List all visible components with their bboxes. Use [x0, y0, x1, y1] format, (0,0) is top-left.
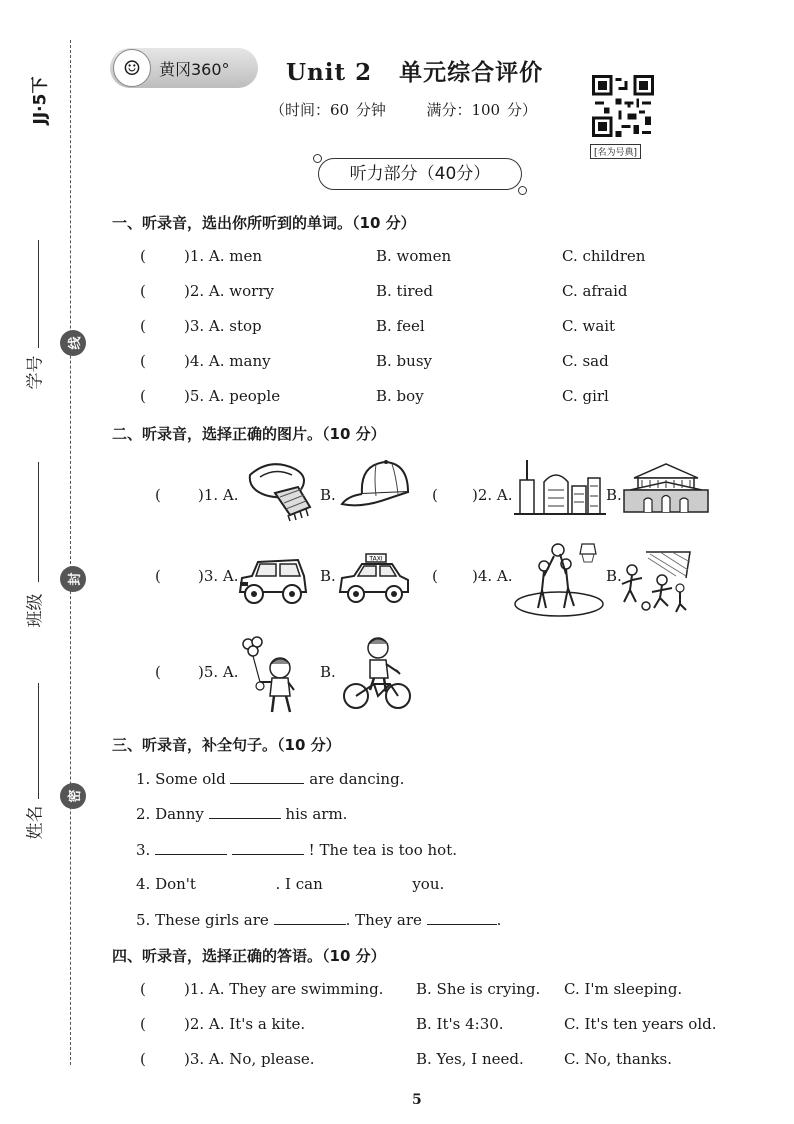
pic-q1b-label: B.	[320, 486, 336, 504]
q5-option-c: C. girl	[562, 387, 609, 405]
reply-q2-option-b: B. It's 4:30.	[416, 1015, 504, 1033]
pic-q4-label: )4. A.	[472, 567, 513, 585]
blank-5a[interactable]	[274, 910, 346, 925]
q4-option-c: C. sad	[562, 352, 609, 370]
q3-option-a: )3. A. stop	[184, 317, 262, 335]
tiananmen-icon[interactable]	[620, 458, 712, 514]
blank-5b[interactable]	[427, 910, 497, 925]
sentence-4-part-c: you.	[412, 875, 445, 893]
q4-option-a: )4. A. many	[184, 352, 271, 370]
pic-q5-label: )5. A.	[198, 663, 239, 681]
reply-q1-option-b: B. She is crying.	[416, 980, 541, 998]
answer-paren[interactable]: (	[140, 352, 146, 370]
sentence-4-part-b: . I can	[275, 875, 323, 893]
q4-option-b: B. busy	[376, 352, 432, 370]
sentence-4	[136, 875, 444, 893]
answer-paren[interactable]: (	[432, 567, 438, 585]
scarf-icon[interactable]	[240, 455, 322, 523]
sentence-5-part-c: .	[496, 911, 502, 929]
answer-paren[interactable]: (	[432, 486, 438, 504]
sentence-5	[136, 910, 501, 929]
q1-option-c: C. children	[562, 247, 646, 265]
pic-q4b-label: B.	[606, 567, 622, 585]
answer-paren[interactable]: (	[140, 980, 146, 998]
brand-logo	[110, 48, 258, 88]
exam-info: （时间：60 分钟 满分：100 分）	[270, 101, 537, 119]
reply-q2-option-c: C. It's ten years old.	[564, 1015, 717, 1033]
q1-option-a: )1. A. men	[184, 247, 263, 265]
answer-paren[interactable]: (	[140, 1050, 146, 1068]
taxi-sign-text: TAXI	[369, 555, 383, 563]
section2-heading: 二、听录音，选择正确的图片。（10 分）	[112, 425, 386, 443]
section4-heading: 四、听录音，选择正确的答语。（10 分）	[112, 947, 386, 965]
section1-heading: 一、听录音，选出你所听到的单词。（10 分）	[112, 214, 416, 232]
q5-option-b: B. boy	[376, 387, 424, 405]
page-title: Unit 2 单元综合评价	[286, 59, 544, 86]
name-label: 姓名	[25, 805, 46, 840]
answer-paren[interactable]: (	[155, 567, 161, 585]
q2-option-b: B. tired	[376, 282, 434, 300]
binding-dashed-line	[70, 40, 71, 1065]
sentence-2-part-a: 2. Danny	[136, 805, 204, 823]
pic-q2b-label: B.	[606, 486, 622, 504]
seal-feng: 封	[60, 566, 86, 592]
listening-section-banner: 听力部分（40分）	[318, 158, 522, 190]
sentence-3	[136, 840, 457, 859]
sentence-2	[136, 804, 347, 823]
qr-caption: [名为号典]	[590, 144, 641, 159]
sentence-3-part-b: ! The tea is too hot.	[308, 841, 457, 859]
seal-mi: 密	[60, 783, 86, 809]
blank-3b[interactable]	[232, 840, 304, 855]
answer-paren[interactable]: (	[155, 663, 161, 681]
sentence-1-part-a: 1. Some old	[136, 770, 226, 788]
seal-xian: 线	[60, 330, 86, 356]
sentence-5-part-a: 5. These girls are	[136, 911, 269, 929]
student-number-blank[interactable]	[38, 240, 39, 348]
mascot-icon: ☺	[113, 49, 151, 87]
reply-q3-option-b: B. Yes, I need.	[416, 1050, 524, 1068]
sentence-3-part-a: 3.	[136, 841, 151, 859]
pic-q5b-label: B.	[320, 663, 336, 681]
city-buildings-icon[interactable]	[514, 456, 606, 516]
answer-paren[interactable]: (	[140, 247, 146, 265]
pic-q3b-label: B.	[320, 567, 336, 585]
answer-paren[interactable]: (	[140, 387, 146, 405]
book-code: JJ·5下	[30, 76, 51, 125]
class-blank[interactable]	[38, 462, 39, 582]
football-icon[interactable]	[616, 548, 694, 614]
reply-q1-option-c: C. I'm sleeping.	[564, 980, 683, 998]
reply-q3-option-a: )3. A. No, please.	[184, 1050, 315, 1068]
class-label: 班级	[25, 593, 46, 628]
reply-q3-option-c: C. No, thanks.	[564, 1050, 673, 1068]
jeep-icon[interactable]	[236, 554, 310, 608]
name-blank[interactable]	[38, 683, 39, 799]
sentence-1-part-b: are dancing.	[309, 770, 405, 788]
q1-option-b: B. women	[376, 247, 452, 265]
pic-q2-label: )2. A.	[472, 486, 513, 504]
sentence-2-part-b: his arm.	[285, 805, 348, 823]
sentence-5-part-b: . They are	[345, 911, 422, 929]
logo-text: 黄冈360°	[159, 59, 230, 79]
page-number: 5	[412, 1092, 422, 1108]
blank-3a[interactable]	[155, 840, 227, 855]
reply-q1-option-a: )1. A. They are swimming.	[184, 980, 384, 998]
sentence-4-part-a: 4. Don't	[136, 875, 196, 893]
blank-2[interactable]	[209, 804, 281, 819]
pic-q1-label: )1. A.	[198, 486, 239, 504]
student-number-label: 学号	[25, 355, 46, 390]
answer-paren[interactable]: (	[155, 486, 161, 504]
answer-paren[interactable]: (	[140, 282, 146, 300]
reply-q2-option-a: )2. A. It's a kite.	[184, 1015, 306, 1033]
cap-icon[interactable]	[340, 456, 414, 514]
answer-paren[interactable]: (	[140, 1015, 146, 1033]
cyclist-icon[interactable]	[340, 634, 414, 714]
answer-paren[interactable]: (	[140, 317, 146, 335]
blank-1[interactable]	[230, 769, 304, 784]
pic-q3-label: )3. A.	[198, 567, 239, 585]
q3-option-c: C. wait	[562, 317, 616, 335]
kite-boy-icon[interactable]	[238, 634, 300, 718]
qr-code-icon[interactable]	[592, 75, 654, 137]
section3-heading: 三、听录音，补全句子。（10 分）	[112, 736, 341, 754]
taxi-icon[interactable]	[336, 552, 412, 608]
q2-option-a: )2. A. worry	[184, 282, 274, 300]
q3-option-b: B. feel	[376, 317, 425, 335]
q5-option-a: )5. A. people	[184, 387, 281, 405]
basketball-icon[interactable]	[514, 540, 604, 620]
sentence-1	[136, 769, 404, 788]
q2-option-c: C. afraid	[562, 282, 628, 300]
